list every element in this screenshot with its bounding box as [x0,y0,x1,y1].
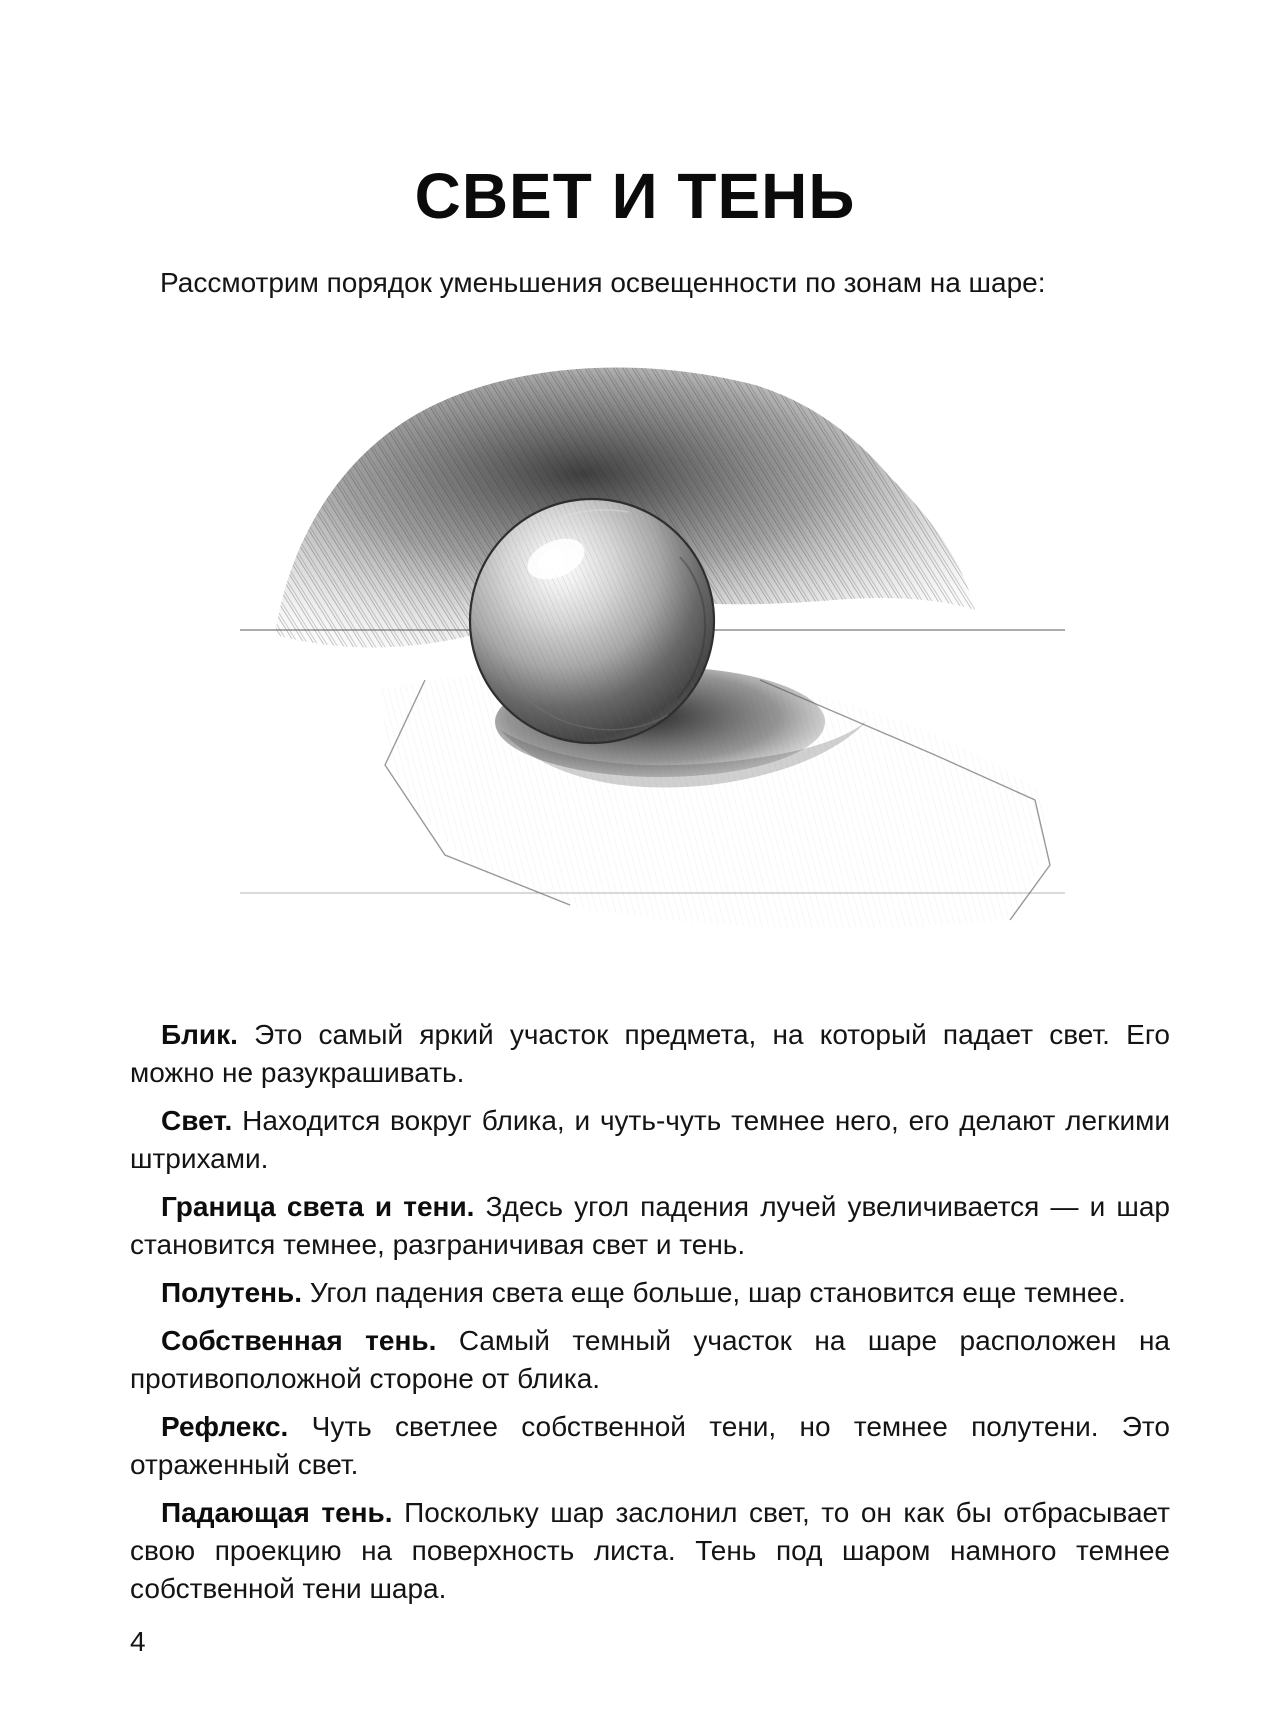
sphere-drawing-svg [240,345,1070,955]
term-highlight: Блик. [161,1019,238,1050]
text-light: Находится вокруг блика, и чуть-чуть темнее него, его делают легкими штрихами. [130,1105,1171,1174]
text-reflex: Чуть светлее собственной тени, но темнее полутени. Это отраженный свет. [130,1411,1171,1480]
shading-zones-text [130,1016,1170,1618]
paragraph-light-shadow-border [130,1188,1170,1264]
text-light-shadow-border: Здесь угол падения лучей увеличивается — и шар становится темнее, разграничивая свет и тень. [130,1191,1170,1260]
term-cast-shadow: Падающая тень. [161,1497,393,1528]
text-highlight: Это самый яркий участок предмета, на который падает свет. Его можно не разукрашивать. [130,1019,1170,1088]
term-own-shadow: Собственная тень. [161,1325,437,1356]
paragraph-highlight [130,1016,1170,1092]
paragraph-own-shadow [130,1322,1170,1398]
text-cast-shadow: Поскольку шар заслонил свет, то он как бы отбрасывает свою проекцию на поверхность листа. Тень под шаром намного темнее собственной тени шара. [130,1497,1170,1604]
term-reflex: Рефлекс. [161,1411,289,1442]
term-half-shadow: Полутень. [161,1277,303,1308]
page-title: СВЕТ И ТЕНЬ [414,159,856,232]
text-own-shadow: Самый темный участок на шаре расположен на противоположной стороне от блика. [130,1325,1170,1394]
paragraph-cast-shadow [130,1494,1170,1608]
paragraph-light [130,1102,1170,1178]
sphere-drawing [240,345,1070,955]
paragraph-half-shadow [130,1274,1170,1312]
page-number: 4 [130,1626,146,1657]
sphere-hatching [470,499,714,743]
text-half-shadow: Угол падения света еще больше, шар становится еще темнее. [309,1277,1126,1308]
term-light: Свет. [161,1105,233,1136]
intro-text: Рассмотрим порядок уменьшения освещенности по зонам на шаре: [160,267,1046,298]
paragraph-reflex [130,1408,1170,1484]
term-light-shadow-border: Граница света и тени. [161,1191,475,1222]
